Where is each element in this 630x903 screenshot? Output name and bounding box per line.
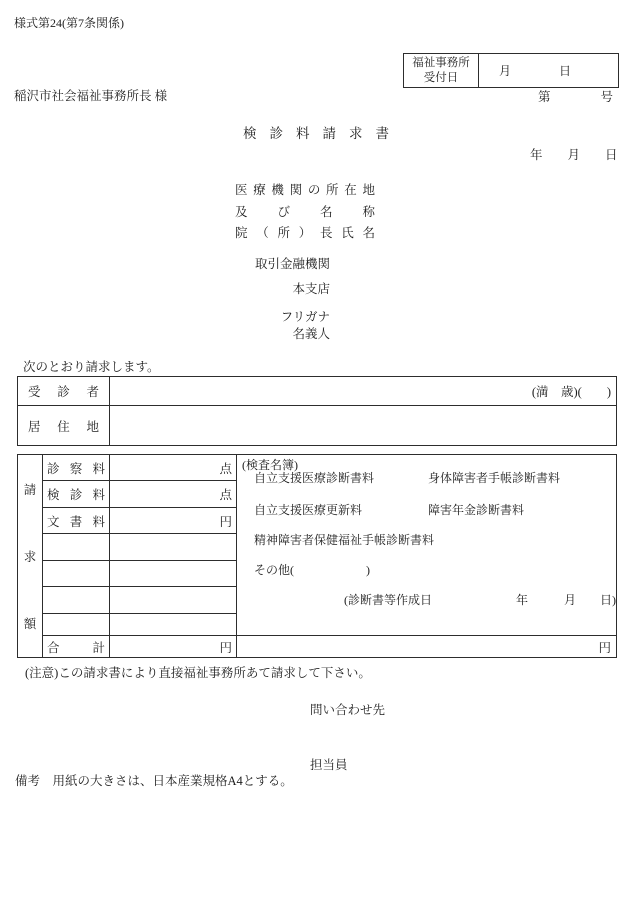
exam-list-heading: (検査名簿) (242, 458, 298, 472)
reception-box-value: 月 日 (499, 64, 572, 78)
grand-total-unit: 円 (237, 636, 617, 658)
reception-box-label-line1: 福祉事務所 (412, 56, 470, 69)
vertical-label-char-3: 額 (23, 617, 37, 632)
fee-label (43, 534, 110, 561)
fee-row (18, 455, 617, 481)
address-value-cell (110, 406, 617, 446)
address-label: 居住地 (18, 406, 110, 446)
examinee-label: 受診者 (18, 377, 110, 406)
addressee-label: 稲沢市社会福祉事務所長 様 (14, 89, 168, 103)
fee-label: 検診料 (43, 481, 110, 508)
fee-label (43, 561, 110, 587)
fee-label (43, 587, 110, 614)
fee-label: 文書料 (43, 508, 110, 534)
reception-box-label (404, 54, 479, 87)
exam-item-jiritsu-koshin: 自立支援医療更新料 (254, 503, 363, 517)
fee-unit (110, 587, 237, 614)
examinee-row (18, 377, 617, 406)
bank-institution-label: 取引金融機関 (254, 257, 330, 271)
claim-amount-table (17, 454, 617, 658)
request-intro-text: 次のとおり請求します。 (23, 360, 160, 374)
form-title: 検診料請求書 (243, 126, 389, 141)
vertical-label-char-1: 請 (23, 482, 37, 497)
remarks-text: 備考 用紙の大きさは、日本産業規格A4とする。 (15, 774, 293, 788)
exam-item-jiritsu-shindan: 自立支援医療診断書料 (254, 471, 375, 485)
fee-unit: 点 (110, 481, 237, 508)
total-row (18, 636, 617, 658)
exam-item-shintai-techo: 身体障害者手帳診断書料 (428, 471, 561, 485)
creation-date-line: (診断書等作成日 年 月 日) (344, 593, 616, 607)
exam-item-nenkin-shindan: 障害年金診断書料 (428, 503, 525, 517)
fee-label: 診察料 (43, 455, 110, 481)
bank-holder-label: 名義人 (292, 327, 330, 341)
claim-amount-vertical-label (18, 455, 43, 658)
bank-furigana-label: フリガナ (280, 310, 330, 324)
medical-institution-name-line: 及び名称 (235, 205, 375, 219)
bank-branch-label: 本支店 (292, 282, 330, 296)
fee-unit (110, 614, 237, 636)
reception-date-box (403, 53, 619, 88)
fee-unit: 円 (110, 508, 237, 534)
date-line: 年 月 日 (530, 148, 618, 162)
fee-unit (110, 534, 237, 561)
contact-label: 問い合わせ先 (310, 703, 386, 717)
medical-institution-director-line: 院（所）長氏名 (235, 226, 375, 240)
exam-item-other: その他( ) (254, 563, 370, 577)
exam-list-cell (237, 455, 617, 636)
vertical-label-char-2: 求 (23, 549, 37, 564)
exam-item-seishin-techo: 精神障害者保健福祉手帳診断書料 (254, 533, 435, 547)
document-number: 第 号 (538, 90, 614, 104)
total-unit: 円 (110, 636, 237, 658)
form-number-label: 様式第24(第7条関係) (14, 16, 124, 30)
address-row (18, 406, 617, 446)
medical-institution-address-line: 医療機関の所在地 (235, 183, 375, 197)
notice-text: (注意)この請求書により直接福祉事務所あて請求して下さい。 (25, 666, 371, 680)
fee-unit (110, 561, 237, 587)
fee-unit: 点 (110, 455, 237, 481)
examinee-table (17, 376, 617, 446)
reception-box-label-line2: 受付日 (423, 71, 459, 84)
staff-label: 担当員 (310, 758, 348, 772)
examinee-age-note: (満 歳)( ) (110, 377, 617, 406)
fee-label (43, 614, 110, 636)
total-label: 合計 (43, 636, 110, 658)
